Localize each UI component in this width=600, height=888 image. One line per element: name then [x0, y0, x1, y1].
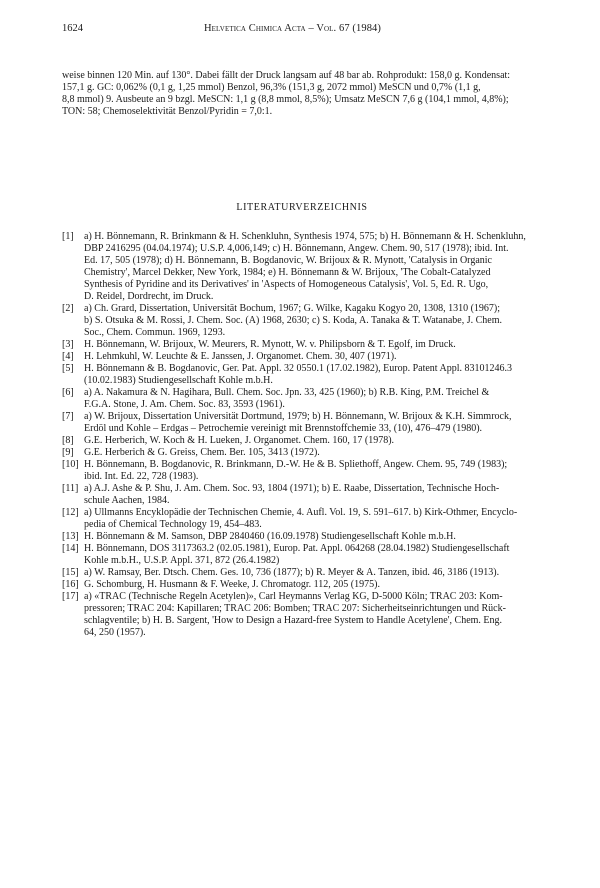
reference-line: pressoren; TRAC 204: Kapillaren; TRAC 206: Bomben; TRAC 207: Sicherheitseinrichtungen und Rück-: [84, 603, 506, 614]
reference-line: DBP 2416295 (04.04.1974); U.S.P. 4,006,149; c) H. Bönnemann, Angew. Chem. 90, 517 (1978); ibid. Int.: [84, 243, 509, 254]
reference-line: (10.02.1983) Studiengesellschaft Kohle m.b.H.: [84, 375, 273, 386]
reference-text: [84, 483, 542, 507]
reference-entry: [62, 591, 542, 639]
reference-line: H. Bönnemann, B. Bogdanovic, R. Brinkmann, D.-W. He & B. Spliethoff, Angew. Chem. 95, 749 (1983);: [84, 459, 508, 470]
paragraph-line: weise binnen 120 Min. auf 130°. Dabei fällt der Druck langsam auf 48 bar ab. Rohprodukt: 158,0 g. Kondensat:: [62, 70, 511, 81]
reference-list: [62, 231, 542, 639]
reference-line: a) A.J. Ashe & P. Shu, J. Am. Chem. Soc. 93, 1804 (1971); b) E. Raabe, Dissertation, Technische Hoch-: [84, 483, 500, 494]
reference-text: [84, 339, 542, 351]
reference-line: schule Aachen, 1984.: [84, 495, 170, 506]
reference-entry: [62, 531, 542, 543]
reference-entry: [62, 387, 542, 411]
reference-line: 64, 250 (1957).: [84, 627, 146, 638]
reference-text: [84, 531, 542, 543]
reference-text: [84, 411, 542, 435]
reference-entry: [62, 339, 542, 351]
reference-line: H. Bönnemann & M. Samson, DBP 2840460 (16.09.1978) Studiengesellschaft Kohle m.b.H.: [84, 531, 456, 542]
paragraph-line: 8,8 mmol) 9. Ausbeute an 9 bzgl. MeSCN: 1,1 g (8,8 mmol, 8,5%); Umsatz MeSCN 7,6 g (104,1 mmol, 4,8%);: [62, 94, 509, 105]
reference-line: a) W. Ramsay, Ber. Dtsch. Chem. Ges. 10, 736 (1877); b) R. Meyer & A. Tanzen, ibid. 46, 3186 (1913).: [84, 567, 500, 578]
reference-line: G.E. Herberich, W. Koch & H. Lueken, J. Organomet. Chem. 160, 17 (1978).: [84, 435, 395, 446]
reference-line: pedia of Chemical Technology 19, 454–483.: [84, 519, 262, 530]
reference-line: H. Bönnemann, DOS 3117363.2 (02.05.1981), Europ. Pat. Appl. 064268 (28.04.1982) Studiengesellschaft: [84, 543, 510, 554]
reference-line: D. Reidel, Dordrecht, im Druck.: [84, 291, 214, 302]
reference-entry: [62, 567, 542, 579]
experimental-paragraph: [62, 70, 542, 118]
reference-number: [13]: [62, 531, 79, 542]
reference-text: [84, 231, 542, 303]
reference-line: Synthesis of Pyridine and its Derivatives' in 'Aspects of Homogeneous Catalysis', Vol. 5, Ed. R. Ugo,: [84, 279, 489, 290]
reference-number: [14]: [62, 543, 79, 554]
reference-line: H. Bönnemann, W. Brijoux, W. Meurers, R. Mynott, W. v. Philipsborn & T. Egolf, im Druck.: [84, 339, 456, 350]
reference-text: [84, 303, 542, 339]
reference-text: [84, 459, 542, 483]
reference-entry: [62, 579, 542, 591]
reference-line: Chemistry', Marcel Dekker, New York, 1984; e) H. Bönnemann & W. Brijoux, 'The Cobalt-Catalyzed: [84, 267, 491, 278]
reference-text: [84, 447, 542, 459]
reference-line: a) A. Nakamura & N. Hagihara, Bull. Chem. Soc. Jpn. 33, 425 (1960); b) R.B. King, P.M. Treichel &: [84, 387, 490, 398]
reference-line: Kohle m.b.H., U.S.P. Appl. 371, 872 (26.4.1982): [84, 555, 280, 566]
reference-entry: [62, 303, 542, 339]
running-head: Helvetica Chimica Acta – Vol. 67 (1984): [204, 23, 382, 34]
page-header: [62, 22, 542, 36]
reference-entry: [62, 543, 542, 567]
reference-entry: [62, 351, 542, 363]
reference-number: [8]: [62, 435, 74, 446]
page-number: 1624: [62, 23, 83, 34]
reference-number: [17]: [62, 591, 79, 602]
reference-number: [12]: [62, 507, 79, 518]
reference-text: [84, 387, 542, 411]
reference-entry: [62, 483, 542, 507]
reference-number: [15]: [62, 567, 79, 578]
reference-entry: [62, 507, 542, 531]
reference-line: H. Lehmkuhl, W. Leuchte & E. Janssen, J. Organomet. Chem. 30, 407 (1971).: [84, 351, 397, 362]
reference-entry: [62, 411, 542, 435]
references-heading: LITERATURVERZEICHNIS: [236, 202, 368, 213]
reference-number: [9]: [62, 447, 74, 458]
reference-text: [84, 579, 542, 591]
reference-number: [16]: [62, 579, 79, 590]
reference-number: [10]: [62, 459, 79, 470]
reference-entry: [62, 447, 542, 459]
reference-entry: [62, 231, 542, 303]
reference-number: [7]: [62, 411, 74, 422]
reference-line: schlagventile; b) H. B. Sargent, 'How to Design a Hazard-free System to Handle Acetylene', Chem. Eng.: [84, 615, 503, 626]
reference-number: [4]: [62, 351, 74, 362]
reference-entry: [62, 435, 542, 447]
reference-number: [5]: [62, 363, 74, 374]
reference-line: a) Ullmanns Encyklopädie der Technischen Chemie, 4. Aufl. Vol. 19, S. 591–617. b) Kirk-Othmer, Encyclo-: [84, 507, 518, 518]
reference-line: b) S. Otsuka & M. Rossi, J. Chem. Soc. (A) 1968, 2630; c) S. Koda, A. Tanaka & T. Watanabe, J. Chem.: [84, 315, 502, 326]
reference-line: a) «TRAC (Technische Regeln Acetylen)», Carl Heymanns Verlag KG, D-5000 Köln; TRAC 203: Kom-: [84, 591, 503, 602]
reference-text: [84, 351, 542, 363]
reference-line: F.G.A. Stone, J. Am. Chem. Soc. 83, 3593 (1961).: [84, 399, 285, 410]
reference-line: Erdöl und Kohle – Erdgas – Petrochemie vereinigt mit Brennstoffchemie 33, (10), 476–479 (1980).: [84, 423, 483, 434]
reference-entry: [62, 363, 542, 387]
reference-line: G. Schomburg, H. Husmann & F. Weeke, J. Chromatogr. 112, 205 (1975).: [84, 579, 380, 590]
document-page: [62, 22, 542, 639]
reference-number: [6]: [62, 387, 74, 398]
reference-line: Ed. 17, 505 (1978); d) H. Bönnemann, B. Bogdanovic, W. Brijoux & R. Mynott, 'Catalysis in Organic: [84, 255, 492, 266]
reference-text: [84, 591, 542, 639]
reference-number: [11]: [62, 483, 79, 494]
reference-text: [84, 567, 542, 579]
reference-line: ibid. Int. Ed. 22, 728 (1983).: [84, 471, 199, 482]
reference-line: a) Ch. Grard, Dissertation, Universität Bochum, 1967; G. Wilke, Kagaku Kogyo 20, 1308, 1310 (1967);: [84, 303, 501, 314]
paragraph-line: 157,1 g. GC: 0,062% (0,1 g, 1,25 mmol) Benzol, 96,3% (151,3 g, 2072 mmol) MeSCN und 0,7% (1,1 g,: [62, 82, 481, 93]
reference-line: H. Bönnemann & B. Bogdanovic, Ger. Pat. Appl. 32 0550.1 (17.02.1982), Europ. Patent Appl. 83101246.3: [84, 363, 513, 374]
reference-line: Soc., Chem. Commun. 1969, 1293.: [84, 327, 226, 338]
reference-line: G.E. Herberich & G. Greiss, Chem. Ber. 105, 3413 (1972).: [84, 447, 320, 458]
reference-line: a) W. Brijoux, Dissertation Universität Dortmund, 1979; b) H. Bönnemann, W. Brijoux & K.H. Simmrock,: [84, 411, 512, 422]
reference-text: [84, 507, 542, 531]
reference-text: [84, 543, 542, 567]
reference-entry: [62, 459, 542, 483]
reference-number: [2]: [62, 303, 74, 314]
paragraph-line: TON: 58; Chemoselektivität Benzol/Pyridin = 7,0:1.: [62, 106, 273, 117]
reference-text: [84, 363, 542, 387]
reference-text: [84, 435, 542, 447]
reference-number: [1]: [62, 231, 74, 242]
reference-line: a) H. Bönnemann, R. Brinkmann & H. Schenkluhn, Synthesis 1974, 575; b) H. Bönnemann & H. Schenkluhn,: [84, 231, 526, 242]
reference-number: [3]: [62, 339, 74, 350]
